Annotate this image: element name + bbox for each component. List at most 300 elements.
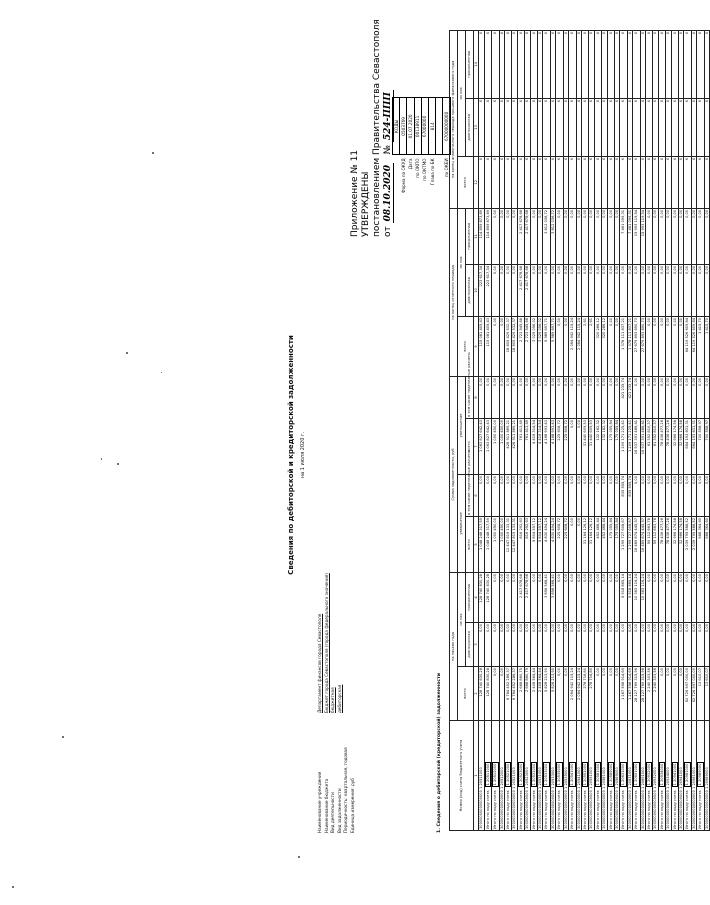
value-cell: 28 127 769 315,96 [633,667,640,721]
value-cell: 2 064 942 115,24 [576,667,581,721]
value-cell: 0,00 [645,316,652,376]
value-cell: 278 716,80 [581,667,588,721]
account-code-box: 1 20581000 [595,763,600,786]
value-cell: 223 617,34 [479,264,484,316]
account-text: 30000000000000000 1 20932000 [653,767,658,829]
value-cell: 0,00 [602,264,607,316]
value-cell: X [505,98,512,156]
value-cell: 0,00 [704,376,709,418]
value-cell: 0,00 [517,474,524,516]
value-cell: 175 055,84 [614,516,619,572]
value-cell: 0,00 [704,474,709,516]
value-cell: 0,00 [543,623,550,667]
value-cell: 3 856 568,41 [543,572,550,622]
value-cell: 0,00 [697,623,704,667]
scan-speck [152,152,154,154]
value-cell: 0,00 [492,208,499,264]
value-cell: X [640,30,645,98]
value-cell: 0,00 [658,208,665,264]
value-cell: 2 668 860,75 [525,667,530,721]
value-cell: 0,00 [563,623,568,667]
value-cell: X [697,156,704,208]
account-text: 30000000000000000 1 20941000 [679,767,683,829]
meta-row [317,573,324,833]
value-cell: 0,00 [594,376,601,418]
value-cell: 62 726 597 000,00 [684,667,691,721]
value-cell: X [517,98,524,156]
account-cell [505,721,512,831]
value-cell: 0,00 [697,474,704,516]
value-cell: 62 726 597 000,00 [691,667,696,721]
value-cell: 0,00 [499,572,504,622]
value-cell: 128 740 830,28 [484,572,491,622]
account-text: Итого по коду счета [595,790,600,829]
value-cell: X [576,156,581,208]
value-cell: 0,00 [484,623,491,667]
table-row [530,30,537,830]
account-cell [633,721,640,831]
value-cell: 0,00 [569,516,576,572]
value-cell: X [594,98,601,156]
value-cell: 0,00 [671,623,678,667]
value-cell: 0,00 [492,667,499,721]
value-cell: X [633,30,640,98]
value-cell: 31 440 609,53 [589,418,594,474]
value-cell: 61 352 810,37 [645,418,652,474]
codes-row [421,98,428,195]
value-cell: 0,00 [589,474,594,516]
value-cell: 0,00 [614,572,619,622]
value-cell: 225 608,72 [556,516,563,572]
value-cell: 0,00 [653,316,658,376]
value-cell: X [563,30,568,98]
value-cell: 0,00 [492,474,499,516]
codes-row [414,98,421,195]
value-cell: 0,00 [679,208,684,264]
value-cell: 13 610,07 [704,667,709,721]
code-label: Глава по БК [429,158,435,186]
account-code-box: 1 20531000 [531,763,536,786]
header-total: всего [458,156,474,208]
value-cell: 0,00 [589,208,594,264]
meta-value: Бюджет города Севастополя (города федерального значения) [323,573,329,713]
value-cell: 0,00 [576,418,581,474]
header-total: всего [458,667,474,721]
value-cell: 5 804 557,12 [538,516,543,572]
value-cell: 0,00 [530,623,537,667]
value-cell: 128 740 830,28 [479,572,484,622]
account-cell [484,721,491,831]
value-cell: 1 287 558 914,69 [620,667,627,721]
value-cell: 0,00 [607,667,614,721]
column-number: 1 [474,721,479,831]
value-cell: 0,00 [563,572,568,622]
account-code-box: 1 20521000 [506,763,511,786]
value-cell: 1 048 248 317,59 [479,516,484,572]
value-cell: 0,00 [666,623,671,667]
value-cell: 0,00 [666,208,671,264]
value-cell: 10 363 116,24 [640,572,645,622]
account-text: 30000000000000000 1 20581000 [602,767,607,829]
header-of-them: из них [458,30,466,156]
value-cell: 0,00 [658,623,665,667]
value-cell: 16 937 391 486,41 [640,418,645,474]
value-cell: 0,00 [512,572,517,622]
value-cell: 0,00 [556,376,563,418]
value-cell: 0,00 [505,208,512,264]
account-text: Итого по коду счета [506,790,511,829]
value-cell: 0,00 [569,264,576,316]
value-cell: 0,00 [479,376,484,418]
date-prefix: от [383,226,393,237]
account-text: 30000000000000000 1 20533000 [550,767,555,829]
scan-speck [12,886,14,888]
header-account: Номер (код) счета бюджетного учета [450,721,474,831]
value-cell: 225 608,72 [563,516,568,572]
account-text: Итого по коду счета [570,790,575,829]
value-cell: 0,00 [640,623,645,667]
value-cell: X [563,156,568,208]
value-cell: 0,00 [517,376,524,418]
code-value: 814 [428,98,435,155]
meta-row [330,573,337,833]
account-text: Итого по коду счета [685,790,690,829]
value-cell: 175 055,84 [607,418,614,474]
value-cell: X [505,156,512,208]
account-text: Итого по коду счета [621,790,626,829]
value-cell: 0,00 [569,623,576,667]
value-cell: X [479,30,484,98]
value-cell: 59 112 863,78 [653,516,658,572]
value-cell: 0,00 [666,572,671,622]
value-cell: 0,00 [543,264,550,316]
scan-speck [161,372,162,373]
value-cell: 0,00 [620,264,627,316]
header-increase: увеличение [458,474,466,572]
code-label [393,155,400,195]
value-cell: 0,00 [640,474,645,516]
report-date: на 1 июля 2020 г. [300,431,306,479]
value-cell: 0,00 [614,474,619,516]
value-cell: 4 416 314,54 [530,418,537,474]
value-cell: 0,00 [499,264,504,316]
value-cell: 225 608,72 [563,418,568,474]
value-cell: X [550,98,555,156]
value-cell: 0,00 [666,474,671,516]
value-cell: 0,00 [530,264,537,316]
meta-label: Вид деятельности [330,792,336,833]
value-cell: 78 436 477,26 [666,516,671,572]
value-cell: X [538,98,543,156]
value-cell: 0,00 [525,376,530,418]
value-cell: 0,00 [538,623,543,667]
account-text: 30000000000000000 1 20589000 [614,767,619,829]
value-cell: 10 363 116,24 [633,572,640,622]
meta-row [324,573,331,833]
value-cell: X [653,98,658,156]
value-cell: 0,00 [594,667,601,721]
scan-speck [298,856,300,858]
scan-speck [101,458,102,460]
value-cell: X [607,156,614,208]
value-cell: 16 489 874 445,57 [633,516,640,572]
section-title: 1. Сведения о дебиторской (кредиторской) задолженности [437,673,442,833]
header-long-term: долгосрочная [466,264,474,316]
account-text: Итого по коду счета [485,790,490,829]
column-number: 4 [474,572,479,622]
value-cell: X [627,98,632,156]
table-row [697,30,704,830]
account-code-box: 1 20932000 [646,763,651,786]
value-cell: X [645,30,652,98]
value-cell: 0,00 [645,572,652,622]
value-cell: 4 168 993,43 [543,418,550,474]
value-cell: 0,00 [530,572,537,622]
value-cell: 0,00 [563,376,568,418]
value-cell: 0,00 [671,316,678,376]
value-cell: 0,00 [645,264,652,316]
table-row [492,30,499,830]
value-cell: X [517,30,524,98]
value-cell: 0,00 [576,516,581,572]
account-text: Итого по коду счета [659,790,664,829]
account-text: 30000000000000000 1 20981000 [691,767,696,829]
value-cell: X [640,98,645,156]
value-cell: 835 555,74 [620,474,627,516]
value-cell: 2 417 678,68 [525,208,530,264]
value-cell: 0,00 [671,572,678,622]
value-cell: 0,00 [581,572,588,622]
value-cell: X [569,30,576,98]
value-cell: 0,00 [658,572,665,622]
value-cell: X [550,30,555,98]
value-cell: 320 286,12 [602,316,607,376]
value-cell: 0,00 [512,208,517,264]
value-cell: 0,00 [602,667,607,721]
value-cell: 0,00 [633,623,640,667]
value-cell: X [512,156,517,208]
value-cell: 0,00 [658,376,665,418]
value-cell: 132 182,32 [594,418,601,474]
header-change: Сумма задолженности, руб [450,376,458,572]
value-cell: 7 461 099,31 [620,208,627,264]
value-cell: 0,00 [525,474,530,516]
handwritten-date: 08.10.2020 [383,165,393,222]
value-cell: 2 723 545,68 [525,316,530,376]
value-cell: 0,00 [576,208,581,264]
value-cell: 0,00 [658,474,665,516]
value-cell: 1 063 827 642,43 [479,418,484,474]
value-cell: X [530,98,537,156]
value-cell: X [691,156,696,208]
value-cell: 0,00 [556,316,563,376]
codes-row [428,98,435,195]
value-cell: 0,00 [576,623,581,667]
value-cell: 0,00 [697,572,704,622]
value-cell: 0,00 [645,376,652,418]
column-number: 12 [474,156,479,208]
account-cell [645,721,652,831]
value-cell: 0,00 [633,264,640,316]
report-title: Сведения по дебиторской и кредиторской задолженности [287,335,295,575]
value-cell: X [671,98,678,156]
value-cell: 18 805 429 532,37 [505,316,512,376]
value-cell: X [614,98,619,156]
value-cell: 2 417 678,68 [525,264,530,316]
value-cell: 0,00 [697,208,704,264]
value-cell: 31 164 126,12 [581,516,588,572]
value-cell: 664 193 831,31 [684,418,691,474]
code-value [436,98,443,155]
value-cell: 12 447 819 133,31 [512,516,517,572]
value-cell: 4 830 494,24 [543,516,550,572]
value-cell: 0,00 [569,474,576,516]
account-text: 30000000000000000 1 20631000 [627,767,632,829]
value-cell: 0,00 [556,572,563,622]
table-row [505,30,512,830]
value-cell: 1 000 450,00 [492,516,499,572]
value-cell: X [589,98,594,156]
value-cell: 223 617,34 [484,264,491,316]
value-cell: 0,00 [538,474,543,516]
account-cell [517,721,524,831]
value-cell: 78 436 477,26 [658,516,665,572]
value-cell: 0,00 [614,667,619,721]
value-cell: X [479,156,484,208]
value-cell: 0,00 [484,474,491,516]
code-value: 01.07.2020 [407,98,414,155]
value-cell: 0,00 [684,623,691,667]
value-cell: X [645,156,652,208]
value-cell: 0,00 [589,376,594,418]
value-cell: 3 029 056,02 [530,316,537,376]
value-cell: 0,00 [484,376,491,418]
value-cell: X [499,98,504,156]
value-cell: 0,00 [556,264,563,316]
value-cell: 761 413,49 [517,418,524,474]
column-number: 14 [474,30,479,98]
value-cell: 0,00 [633,376,640,418]
value-cell: 0,00 [479,623,484,667]
value-cell: 0,00 [594,572,601,622]
value-cell: 0,00 [569,376,576,418]
value-cell: 0,00 [691,623,696,667]
value-cell: 15 993 119,54 [633,208,640,264]
column-number: 8 [474,376,479,418]
value-cell: X [684,30,691,98]
value-cell: X [640,156,645,208]
value-cell: 114 859 873,89 [484,208,491,264]
account-text: 30000000000000000 1 20541000 [576,767,581,829]
value-cell: 5 918 865,14 [620,572,627,622]
table-row [671,30,678,830]
value-cell: 4 416 314,54 [538,418,543,474]
value-cell: X [658,98,665,156]
value-cell: 16 937 391 486,41 [633,418,640,474]
value-cell: 0,00 [602,623,607,667]
value-cell: 428 911 889,21 [505,418,512,474]
value-cell: 0,00 [525,623,530,667]
value-cell: 0,00 [679,376,684,418]
value-cell: 0,00 [589,623,594,667]
value-cell: 0,00 [563,316,568,376]
meta-label: Наименование учреждения [317,771,322,833]
value-cell: 0,00 [684,208,691,264]
codes-row [393,98,400,195]
header-long-term: долгосрочная [466,98,474,156]
value-cell: 31 440 609,53 [581,418,588,474]
value-cell: 1 378 111 837,21 [627,316,632,376]
value-cell: 0,00 [556,474,563,516]
value-cell: 0,00 [530,208,537,264]
value-cell: 27 679 893 890,73 [640,316,645,376]
meta-value: дебиторская [336,684,342,713]
scan-speck [62,736,64,738]
value-cell: 0,00 [679,667,684,721]
code-label: Дата [407,158,413,170]
value-cell: 0,00 [679,572,684,622]
value-cell: 452 468,44 [594,516,601,572]
value-cell: 0,00 [538,572,543,622]
value-cell: 0,00 [602,208,607,264]
value-cell: 0,00 [666,376,671,418]
value-cell: X [484,156,491,208]
value-cell: 0,00 [671,376,678,418]
header-end-report: на конец отчетного периода [450,208,458,376]
value-cell: 115 081 405,43 [479,316,484,376]
value-cell: 128 740 830,28 [479,667,484,721]
account-code-box: 1 20941000 [672,763,677,786]
value-cell: 32 966 174,58 [679,418,684,474]
header-nonmonetary: в том числе неденежные расчеты [466,376,474,418]
account-text: Итого по коду счета [634,790,639,829]
value-cell: X [614,30,619,98]
value-cell: 175 055,84 [607,516,614,572]
value-cell: 16 489 874 445,57 [640,516,645,572]
account-text: 30000000000000000 1 20531000 [538,767,543,829]
account-text: 30000000000000000 1 20551000 [589,767,594,829]
value-cell: 0,00 [602,376,607,418]
value-cell: 2 408 564,44 [538,667,543,721]
value-cell: 1 000 450,00 [499,516,504,572]
value-cell: 1 415,70 [704,316,709,376]
account-text: Итого по коду счета [582,790,587,829]
value-cell: X [492,30,499,98]
value-cell: 428 911 889,21 [512,418,517,474]
scan-speck [117,463,119,465]
value-cell: X [704,30,709,98]
value-cell: X [633,98,640,156]
value-cell: 0,00 [594,623,601,667]
value-cell: 12 447 819 133,31 [505,516,512,572]
value-cell: X [627,156,632,208]
account-cell [704,721,709,831]
appendix-line2: УТВЕРЖДЕНЫ [361,171,371,237]
value-cell: X [569,156,576,208]
account-cell [492,721,499,831]
value-cell: X [684,156,691,208]
value-cell: 0,00 [499,376,504,418]
value-cell: 0,00 [543,376,550,418]
value-cell: 3 812 036,72 [543,208,550,264]
value-cell: 2 064 942 115,24 [569,667,576,721]
value-cell: 0,00 [556,667,563,721]
value-cell: 28 127 769 315,96 [640,667,645,721]
value-cell: 0,00 [704,623,709,667]
value-cell: X [589,156,594,208]
value-cell: 0,00 [633,474,640,516]
value-cell: 0,00 [671,667,678,721]
